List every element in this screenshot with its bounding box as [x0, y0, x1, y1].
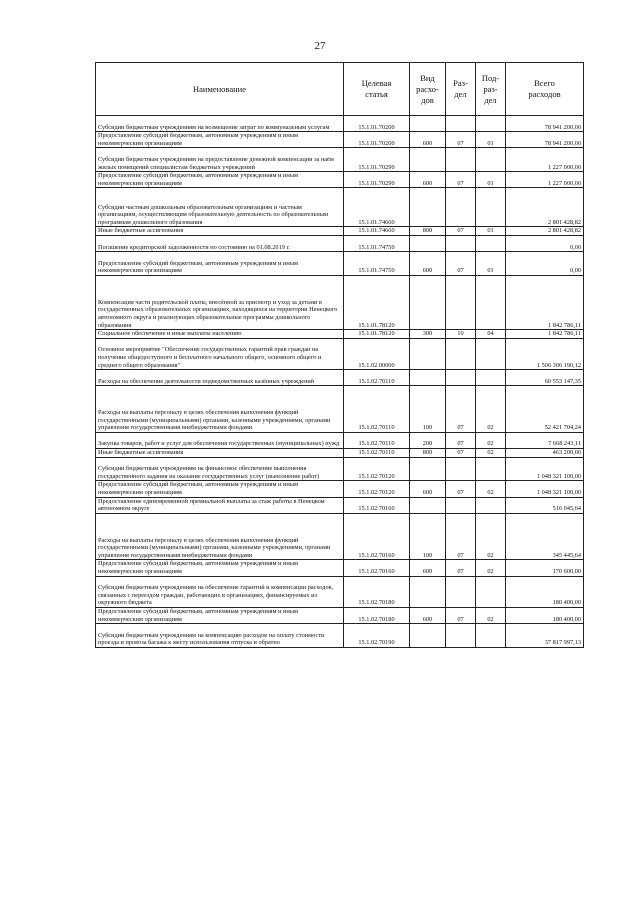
cell-code: 15.1.02.70180 [344, 576, 410, 607]
cell-total: 1 227 000,00 [506, 172, 584, 188]
cell-total: 345 445,64 [506, 513, 584, 560]
cell-subsection [476, 275, 506, 329]
cell-section: 07 [446, 227, 476, 236]
header-section-line: дел [454, 89, 467, 99]
cell-total: 1 048 321 100,00 [506, 481, 584, 497]
cell-code: 15.1.01.70290 [344, 148, 410, 172]
table-row [96, 188, 584, 227]
cell-total: 78 941 200,00 [506, 116, 584, 132]
cell-total: 170 600,00 [506, 560, 584, 576]
cell-section: 07 [446, 386, 476, 433]
cell-total: 1 842 786,11 [506, 330, 584, 339]
cell-name: Иные бюджетные ассигнования [96, 227, 344, 236]
header-type-line: дов [421, 94, 434, 105]
cell-code: 15.1.02.70160 [344, 513, 410, 560]
cell-subsection [476, 116, 506, 132]
cell-name: Предоставление субсидий бюджетным, автономным учреждениям и иным некоммерческим организациям [96, 172, 344, 188]
cell-type [410, 235, 446, 251]
table-row [96, 116, 584, 132]
header-section [446, 63, 476, 116]
table-row [96, 608, 584, 624]
cell-code: 15.1.01.78120 [344, 330, 410, 339]
cell-type: 200 [410, 432, 446, 448]
cell-code: 15.1.01.74750 [344, 235, 410, 251]
cell-section: 10 [446, 330, 476, 339]
table-row [96, 338, 584, 369]
cell-section: 07 [446, 608, 476, 624]
cell-total: 78 941 200,00 [506, 132, 584, 148]
cell-section: 07 [446, 513, 476, 560]
cell-total: 1 842 786,11 [506, 275, 584, 329]
cell-section [446, 235, 476, 251]
cell-section [446, 116, 476, 132]
cell-name: Расходы на выплаты персоналу в целях обеспечения выполнения функций государственными (муниципальными) органами, казенными учреждениями, органами управления государственными внебюджетными фондами [96, 386, 344, 433]
cell-section: 07 [446, 481, 476, 497]
cell-type: 600 [410, 252, 446, 276]
cell-subsection: 02 [476, 449, 506, 458]
cell-type: 100 [410, 513, 446, 560]
table-row [96, 275, 584, 329]
cell-section [446, 275, 476, 329]
cell-code: 15.1.02.70120 [344, 481, 410, 497]
cell-subsection [476, 338, 506, 369]
header-total-line: Всего [534, 78, 555, 88]
cell-total: 60 553 147,35 [506, 370, 584, 386]
cell-total: 463 200,00 [506, 449, 584, 458]
cell-name: Погашение кредиторской задолженности по состоянию на 01.08.2019 г. [96, 235, 344, 251]
table-row [96, 560, 584, 576]
cell-total: 180 400,00 [506, 608, 584, 624]
header-subsection-line: Под- [481, 72, 500, 83]
cell-name: Предоставление субсидий бюджетным, автономным учреждениям и иным некоммерческим организациям [96, 132, 344, 148]
cell-type: 600 [410, 132, 446, 148]
table-row [96, 457, 584, 481]
cell-subsection [476, 148, 506, 172]
table-row [96, 370, 584, 386]
cell-name: Предоставление субсидий бюджетным, автономным учреждениям и иным некоммерческим организациям [96, 252, 344, 276]
cell-total: 0,00 [506, 252, 584, 276]
cell-code: 15.1.02.70160 [344, 560, 410, 576]
table-row [96, 449, 584, 458]
cell-name: Компенсация части родительской платы, внесённой за присмотр и уход за детьми в государственных образовательных организациях, находящихся на территории Ненецкого автономного округа и реализующих образовательные программы дошкольного образования [96, 275, 344, 329]
cell-code: 15.1.01.74660 [344, 227, 410, 236]
table-header-row [96, 63, 584, 116]
cell-code: 15.1.02.70190 [344, 624, 410, 648]
cell-code: 15.1.01.74660 [344, 188, 410, 227]
cell-subsection [476, 576, 506, 607]
cell-code: 15.1.01.78120 [344, 275, 410, 329]
cell-name: Субсидии частным дошкольным образовательным организациям и частным организациям, осуществляющим образовательную деятельность по образовательным программам дошкольного образования [96, 188, 344, 227]
cell-name: Расходы на обеспечение деятельности подведомственных казённых учреждений [96, 370, 344, 386]
cell-code: 15.1.01.70200 [344, 132, 410, 148]
cell-type [410, 148, 446, 172]
cell-section [446, 148, 476, 172]
cell-subsection [476, 497, 506, 513]
cell-total: 2 801 428,82 [506, 227, 584, 236]
cell-total: 1 048 321 100,00 [506, 457, 584, 481]
table-row [96, 576, 584, 607]
cell-name: Субсидии бюджетным учреждениям на предоставление денежной компенсации за наём жилых помещений специалистам бюджетных учреждений [96, 148, 344, 172]
cell-code: 15.1.02.70110 [344, 370, 410, 386]
cell-code: 15.1.02.70110 [344, 432, 410, 448]
cell-subsection: 02 [476, 560, 506, 576]
page-number: 27 [314, 40, 326, 52]
budget-table [95, 62, 584, 648]
cell-name: Субсидии бюджетным учреждениям на возмещение затрат по коммунальным услугам [96, 116, 344, 132]
header-total-line: расходов [528, 89, 561, 99]
header-code-line: Целевая [361, 78, 392, 88]
table-row [96, 252, 584, 276]
header-section-line: Раз- [453, 78, 468, 88]
header-code [344, 63, 410, 116]
table-row [96, 386, 584, 433]
table-row [96, 432, 584, 448]
cell-total: 0,00 [506, 235, 584, 251]
cell-subsection [476, 188, 506, 227]
cell-total: 180 400,00 [506, 576, 584, 607]
header-subsection-line: раз- [483, 83, 498, 94]
header-subsection-line: дел [484, 94, 497, 105]
cell-subsection: 01 [476, 172, 506, 188]
cell-name: Субсидии бюджетным учреждениям на финансовое обеспечение выполнения государственного задания на оказание государственных услуг (выполнение работ) [96, 457, 344, 481]
cell-type [410, 457, 446, 481]
cell-subsection [476, 457, 506, 481]
table-row [96, 148, 584, 172]
cell-section: 07 [446, 252, 476, 276]
cell-type: 600 [410, 172, 446, 188]
header-type-line: Вид [420, 72, 435, 83]
cell-type [410, 275, 446, 329]
cell-section [446, 188, 476, 227]
cell-section [446, 457, 476, 481]
table-row [96, 235, 584, 251]
cell-subsection [476, 624, 506, 648]
cell-type [410, 624, 446, 648]
cell-name: Расходы на выплаты персоналу в целях обеспечения выполнения функций государственными (муниципальными) органами, казенными учреждениями, органами управления государственными внебюджетными фондами [96, 513, 344, 560]
table-row [96, 513, 584, 560]
cell-total: 37 817 997,13 [506, 624, 584, 648]
cell-type: 800 [410, 449, 446, 458]
cell-name: Социальное обеспечение и иные выплаты населению [96, 330, 344, 339]
cell-name: Субсидии бюджетным учреждениям на компенсацию расходов на оплату стоимости проезда и провоза багажа к месту использования отпуска и обратно [96, 624, 344, 648]
cell-subsection: 01 [476, 227, 506, 236]
cell-section [446, 624, 476, 648]
cell-type [410, 338, 446, 369]
cell-subsection [476, 370, 506, 386]
cell-section [446, 338, 476, 369]
cell-name: Предоставление субсидий бюджетным, автономным учреждениям и иным некоммерческим организациям [96, 608, 344, 624]
cell-section [446, 576, 476, 607]
cell-type [410, 188, 446, 227]
cell-type: 800 [410, 227, 446, 236]
cell-section: 07 [446, 172, 476, 188]
cell-subsection: 02 [476, 432, 506, 448]
cell-type [410, 370, 446, 386]
cell-subsection [476, 235, 506, 251]
cell-section: 07 [446, 132, 476, 148]
cell-code: 15.1.01.70200 [344, 116, 410, 132]
cell-code: 15.1.02.70180 [344, 608, 410, 624]
cell-section: 07 [446, 432, 476, 448]
cell-subsection: 04 [476, 330, 506, 339]
cell-code: 15.1.02.70120 [344, 457, 410, 481]
cell-type: 600 [410, 560, 446, 576]
cell-total: 2 801 428,82 [506, 188, 584, 227]
cell-subsection: 02 [476, 608, 506, 624]
cell-type: 600 [410, 481, 446, 497]
table-row [96, 497, 584, 513]
cell-type: 600 [410, 608, 446, 624]
table-row [96, 172, 584, 188]
cell-type: 100 [410, 386, 446, 433]
cell-type [410, 576, 446, 607]
header-type-line: расхо- [416, 83, 439, 94]
header-subsection [476, 63, 506, 116]
cell-type: 300 [410, 330, 446, 339]
table-row [96, 481, 584, 497]
cell-section [446, 370, 476, 386]
header-type [410, 63, 446, 116]
cell-name: Предоставление единовременной премиальной выплаты за стаж работы в Ненецком автономном округе [96, 497, 344, 513]
cell-subsection: 01 [476, 132, 506, 148]
cell-subsection: 01 [476, 252, 506, 276]
cell-total: 1 506 306 190,12 [506, 338, 584, 369]
cell-code: 15.1.01.70290 [344, 172, 410, 188]
table-row [96, 227, 584, 236]
cell-type [410, 497, 446, 513]
table-row [96, 624, 584, 648]
cell-name: Субсидии бюджетным учреждениям на обеспечение гарантий и компенсации расходов, связанных с переездом граждан, работающих в организациях, финансируемых из окружного бюджета [96, 576, 344, 607]
cell-type [410, 116, 446, 132]
cell-name: Иные бюджетные ассигнования [96, 449, 344, 458]
cell-section [446, 497, 476, 513]
header-code-line: статья [365, 89, 388, 99]
cell-total: 7 668 243,11 [506, 432, 584, 448]
cell-total: 516 045,64 [506, 497, 584, 513]
cell-name: Закупка товаров, работ и услуг для обеспечения государственных (муниципальных) нужд [96, 432, 344, 448]
cell-name: Основное мероприятие "Обеспечение государственных гарантий прав граждан на получение общедоступного и бесплатного начального общего, основного общего и среднего общего образования" [96, 338, 344, 369]
cell-section: 07 [446, 560, 476, 576]
header-total [506, 63, 584, 116]
cell-subsection: 02 [476, 386, 506, 433]
cell-name: Предоставление субсидий бюджетным, автономным учреждениям и иным некоммерческим организациям [96, 481, 344, 497]
table-row [96, 330, 584, 339]
cell-code: 15.1.01.74750 [344, 252, 410, 276]
cell-name: Предоставление субсидий бюджетным, автономным учреждениям и иным некоммерческим организациям [96, 560, 344, 576]
table-row [96, 132, 584, 148]
cell-code: 15.1.02.70110 [344, 449, 410, 458]
cell-code: 15.1.02.70160 [344, 497, 410, 513]
cell-subsection: 02 [476, 513, 506, 560]
header-name: Наименование [96, 63, 344, 116]
cell-code: 15.1.02.70110 [344, 386, 410, 433]
cell-total: 52 421 704,24 [506, 386, 584, 433]
cell-code: 15.1.02.00000 [344, 338, 410, 369]
cell-subsection: 02 [476, 481, 506, 497]
cell-section: 07 [446, 449, 476, 458]
cell-total: 1 227 000,00 [506, 148, 584, 172]
